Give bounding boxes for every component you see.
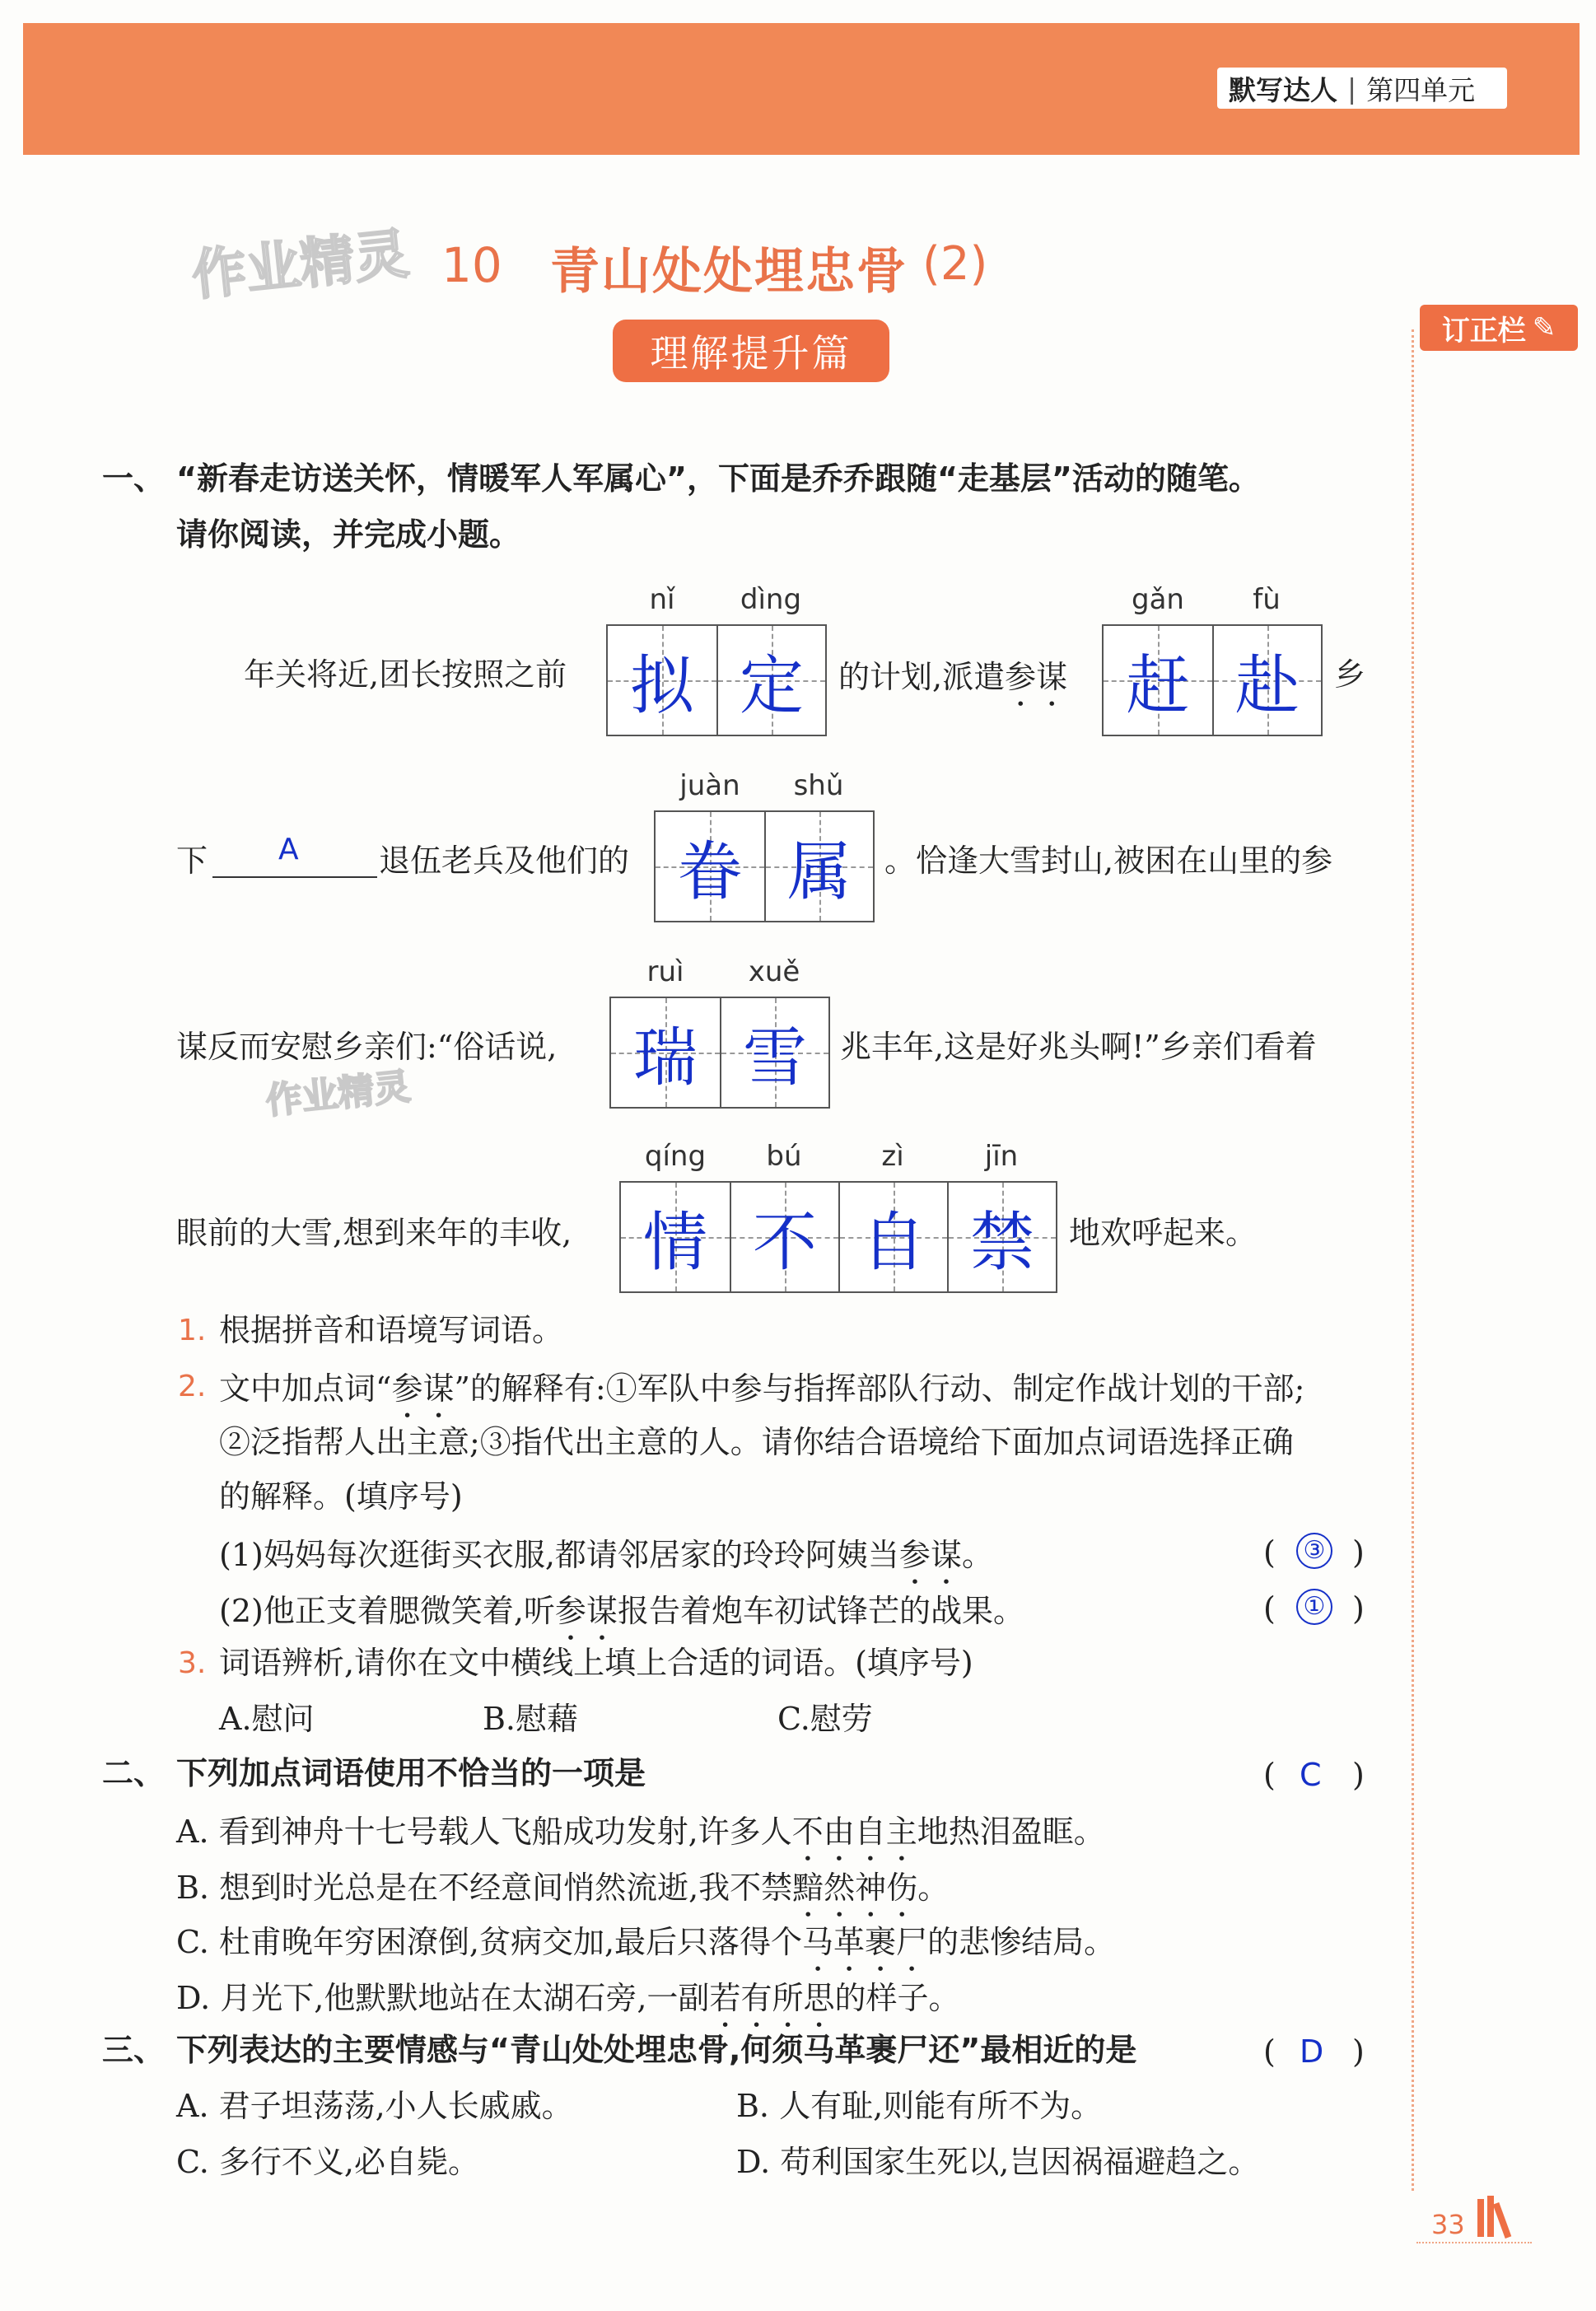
- option: A. 看到神舟十七号载人飞船成功发射,许多人不由自主地热泪盈眶。: [176, 1814, 1105, 1850]
- option: A.慰问: [219, 1701, 315, 1737]
- passage-text: 下: [176, 843, 208, 879]
- grid-cell[interactable]: 属: [764, 812, 873, 921]
- paren-open: (: [1263, 1590, 1276, 1627]
- grid-cell[interactable]: 禁: [947, 1183, 1056, 1291]
- answer-circle: ③: [1296, 1532, 1332, 1569]
- option: C. 杜甫晚年穷困潦倒,贫病交加,最后只落得个马革裹尸的悲惨结局。: [176, 1924, 1116, 1960]
- grid-cell[interactable]: 拟: [608, 626, 716, 735]
- pinyin: fù: [1253, 583, 1281, 616]
- pinyin: dìng: [740, 583, 802, 616]
- books-icon: [1474, 2194, 1524, 2239]
- pinyin: jīn: [984, 1140, 1019, 1173]
- q1-line2: 请你阅读，并完成小题。: [176, 516, 521, 553]
- pinyin: shǔ: [793, 769, 844, 802]
- subq-text: 的解释。(填序号): [219, 1478, 463, 1515]
- paren-open: (: [1263, 1757, 1276, 1793]
- subq-text: 文中加点词“参谋”的解释有:①军队中参与指挥部队行动、制定作战计划的干部;: [219, 1370, 1305, 1407]
- correction-tag: [1420, 305, 1578, 351]
- pinyin: juàn: [679, 769, 740, 802]
- page-number-underline: [1416, 2242, 1532, 2243]
- grid-cell[interactable]: 眷: [656, 812, 764, 921]
- passage-text: 乡: [1334, 656, 1366, 693]
- q3-text: 下列表达的主要情感与“青山处处埋忠骨,何须马革裹尸还”最相近的是: [176, 2032, 1137, 2068]
- paren-open: (: [1263, 2033, 1276, 2070]
- q1-line1: “新春走访送关怀，情暖军人军属心”，下面是乔乔跟随“走基层”活动的随笔。: [176, 460, 1260, 497]
- option: D. 苟利国家生死以,岂因祸福避趋之。: [736, 2144, 1260, 2180]
- answer-circle: ①: [1296, 1588, 1332, 1625]
- passage-text: 地欢呼起来。: [1069, 1215, 1258, 1251]
- q2-text: 下列加点词语使用不恰当的一项是: [176, 1755, 646, 1791]
- subq-text: 根据拼音和语境写词语。: [219, 1312, 564, 1348]
- pinyin: gǎn: [1132, 583, 1184, 616]
- option: B. 想到时光总是在不经意间悄然流逝,我不禁黯然神伤。: [176, 1870, 950, 1906]
- paren-close: ): [1352, 1590, 1365, 1627]
- paren-open: (: [1263, 1534, 1276, 1571]
- header-brand: 默写达人: [1229, 73, 1337, 106]
- grid-cell[interactable]: 赴: [1212, 626, 1321, 735]
- grid-cell[interactable]: 不: [730, 1183, 838, 1291]
- q2-answer: C: [1300, 1757, 1322, 1793]
- q3-answer: D: [1300, 2033, 1324, 2070]
- q1-label: 一、: [102, 460, 166, 497]
- grid-cell[interactable]: 雪: [720, 998, 828, 1107]
- character-grid[interactable]: [609, 997, 830, 1109]
- option: D. 月光下,他默默地站在太湖石旁,一副若有所思的样子。: [176, 1980, 960, 2016]
- grid-cell[interactable]: 赶: [1104, 626, 1212, 735]
- page-number: 33: [1431, 2209, 1465, 2240]
- blank-answer: A: [278, 833, 299, 866]
- pinyin: xuě: [748, 955, 800, 988]
- passage-text: 退伍老兵及他们的: [379, 843, 630, 879]
- subq-item: (2)他正支着腮微笑着,听参谋报告着炮车初试锋芒的战果。: [219, 1593, 1024, 1629]
- answer-blank[interactable]: [212, 876, 377, 878]
- option: B. 人有耻,则能有所不为。: [736, 2088, 1103, 2124]
- paren-close: ): [1352, 1757, 1365, 1793]
- pinyin: qíng: [644, 1140, 707, 1173]
- correction-label: 订正栏: [1441, 314, 1526, 348]
- passage-text: 眼前的大雪,想到来年的丰收,: [176, 1215, 572, 1251]
- paren-close: ): [1352, 1534, 1365, 1571]
- pinyin: ruì: [646, 955, 684, 988]
- lesson-title: 青山处处埋忠骨: [550, 243, 908, 301]
- subq-number: 1.: [178, 1314, 207, 1347]
- subq-text: 词语辨析,请你在文中横线上填上合适的词语。(填序号): [219, 1645, 973, 1681]
- subq-number: 2.: [178, 1370, 207, 1403]
- pinyin: bú: [766, 1140, 802, 1173]
- character-grid[interactable]: [619, 1181, 1057, 1293]
- grid-cell[interactable]: 瑞: [611, 998, 720, 1107]
- passage-text: 的计划,派遣参谋: [838, 659, 1068, 695]
- pinyin: zì: [881, 1140, 904, 1173]
- watermark-logo: 作业精灵: [189, 222, 412, 308]
- q2-label: 二、: [102, 1755, 166, 1791]
- q3-label: 三、: [102, 2032, 166, 2068]
- header-divider: |: [1347, 72, 1357, 105]
- pinyin: nǐ: [649, 583, 675, 616]
- passage-text: 。恰逢大雪封山,被困在山里的参: [884, 843, 1333, 879]
- subq-number: 3.: [178, 1646, 207, 1680]
- lesson-part: (2): [922, 237, 988, 291]
- option: C.慰劳: [777, 1701, 873, 1737]
- grid-cell[interactable]: 自: [838, 1183, 947, 1291]
- header-badge: [1217, 68, 1507, 109]
- header-unit: 第四单元: [1366, 73, 1476, 106]
- subq-item: (1)妈妈每次逛街买衣服,都请邻居家的玲玲阿姨当参谋。: [219, 1537, 993, 1573]
- option: C. 多行不义,必自毙。: [176, 2144, 479, 2180]
- passage-text: 兆丰年,这是好兆头啊!”乡亲们看着: [840, 1029, 1317, 1065]
- correction-divider: [1412, 329, 1414, 2191]
- option: B.慰藉: [483, 1701, 579, 1737]
- character-grid[interactable]: [606, 624, 827, 736]
- section-pill: 理解提升篇: [613, 320, 889, 382]
- lesson-number: 10: [441, 237, 502, 293]
- paren-close: ): [1352, 2033, 1365, 2070]
- watermark-logo: 作业精灵: [264, 1065, 413, 1123]
- option: A. 君子坦荡荡,小人长戚戚。: [176, 2088, 573, 2124]
- character-grid[interactable]: [1102, 624, 1323, 736]
- passage-text: 年关将近,团长按照之前: [244, 656, 567, 693]
- passage-text: 谋反而安慰乡亲们:“俗话说,: [176, 1029, 558, 1065]
- grid-cell[interactable]: 定: [716, 626, 825, 735]
- grid-cell[interactable]: 情: [621, 1183, 730, 1291]
- character-grid[interactable]: [654, 810, 875, 922]
- pencil-icon: ✎: [1532, 311, 1556, 344]
- subq-text: ②泛指帮人出主意;③指代出主意的人。请你结合语境给下面加点词语选择正确: [219, 1424, 1294, 1460]
